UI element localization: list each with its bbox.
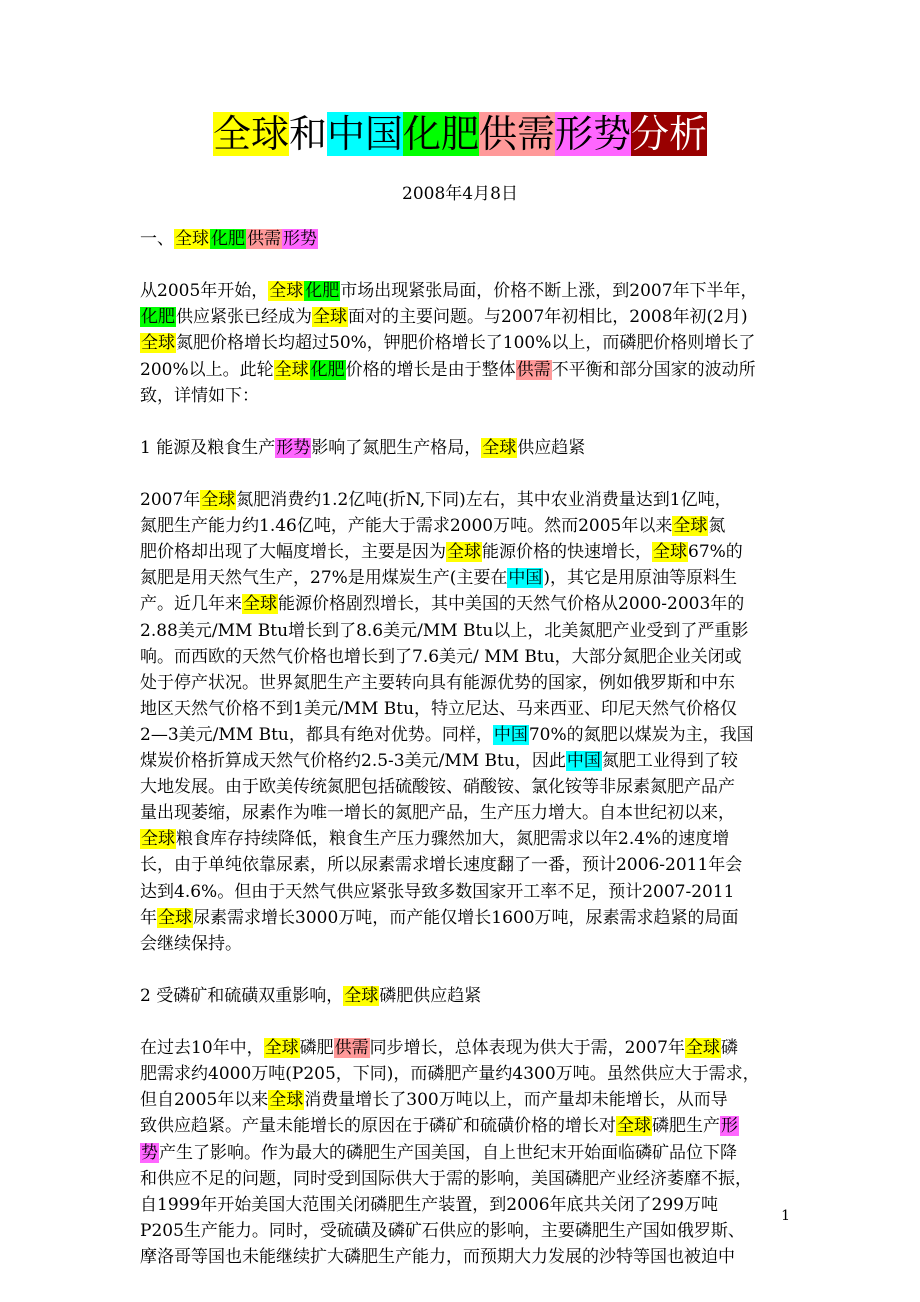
- text-run: 在过去10年中，: [140, 1038, 264, 1059]
- text-line: [140, 591, 744, 617]
- text-run: 量出现萎缩，尿素作为唯一增长的氮肥产品，生产压力增大。自本世纪初以来，: [140, 803, 735, 824]
- highlighted-term: 全球: [269, 1090, 304, 1111]
- text-line: [140, 1166, 752, 1192]
- text-line: [140, 357, 756, 383]
- text-run: 致，详情如下：: [140, 385, 259, 406]
- document-date: 2008年4月8日: [402, 184, 518, 204]
- highlighted-term: 全球: [243, 594, 277, 615]
- highlighted-term: 中国: [493, 724, 528, 745]
- highlighted-term: 全球: [175, 229, 209, 249]
- text-run: 2—3美元/MM Btu，都具有绝对优势。同样，: [140, 724, 493, 745]
- text-line: [140, 1035, 738, 1061]
- text-run: 磷肥: [299, 1038, 334, 1059]
- text-line: [140, 879, 734, 905]
- text-run: 消费量增长了300万吨以上，而产量却未能增长，从而导: [304, 1090, 728, 1111]
- text-line: [140, 1244, 735, 1270]
- page-number: 1: [781, 1208, 790, 1224]
- highlighted-term: 全球: [264, 1038, 299, 1059]
- title-segment: 化肥: [402, 112, 479, 156]
- highlighted-term: 全球: [313, 307, 347, 328]
- highlighted-term: 全球: [673, 516, 708, 537]
- text-line: [140, 278, 758, 304]
- highlighted-term: 全球: [447, 542, 481, 563]
- highlighted-term: 全球: [274, 359, 309, 380]
- text-run: 肥需求约4000万吨(P205，下同)，而磷肥产量约4300万吨。虽然供应大于需求，: [140, 1064, 760, 1085]
- text-run: 氮: [708, 516, 726, 537]
- text-line: [140, 330, 755, 356]
- text-run: 从2005年开始，: [140, 281, 269, 302]
- text-run: 氮肥工业得到了较: [601, 751, 738, 771]
- text-run: 磷: [720, 1038, 738, 1059]
- text-line: [140, 1218, 745, 1244]
- highlighted-term: 化肥: [211, 229, 245, 249]
- text-line: [140, 774, 735, 800]
- text-run: 氮肥生产能力约1.46亿吨，产能大于需求2000万吨。然而2005年以来: [140, 516, 673, 537]
- highlighted-term: 全球: [653, 542, 687, 563]
- text-line: [140, 539, 743, 565]
- text-line: [140, 226, 318, 252]
- text-line: [140, 722, 754, 748]
- text-run: 摩洛哥等国也未能继续扩大磷肥生产能力，而预期大力发展的沙特等国也被迫中: [140, 1246, 735, 1267]
- text-run: 致供应趋紧。产量未能增长的原因在于磷矿和硫磺价格的增长对: [140, 1116, 616, 1137]
- text-line: [140, 1192, 718, 1218]
- text-run: 产生了影响。作为最大的磷肥生产国美国，自上世纪末开始面临磷矿品位下降: [159, 1142, 737, 1163]
- highlighted-term: 形势: [283, 229, 317, 249]
- title-segment: 形势: [555, 112, 632, 156]
- highlighted-term: 全球: [201, 490, 236, 510]
- highlighted-term: 全球: [269, 281, 304, 302]
- text-run: 70%的氮肥以煤炭为主，我国: [528, 724, 754, 745]
- title-segment: 分析: [631, 112, 708, 156]
- text-run: 磷肥供应趋紧: [379, 985, 482, 1006]
- text-line: [140, 644, 742, 670]
- text-run: 67%的: [688, 542, 743, 563]
- highlighted-term: 化肥: [310, 359, 345, 380]
- text-run: 氮肥价格增长均超过50%，钾肥价格增长了100%以上，而磷肥价格则增长了: [176, 333, 756, 354]
- highlighted-term: 形: [721, 1116, 738, 1137]
- highlighted-term: 全球: [141, 829, 175, 850]
- text-line: [140, 565, 737, 591]
- highlighted-term: 势: [141, 1142, 158, 1163]
- text-run: 大地发展。由于欧美传统氮肥包括硫酸铵、硝酸铵、氯化铵等非尿素氮肥产品产: [140, 777, 735, 798]
- highlighted-term: 中国: [566, 751, 601, 771]
- highlighted-term: 供需: [516, 359, 551, 380]
- text-line: [140, 826, 729, 852]
- text-run: 能源价格剧烈增长，其中美国的天然气价格从2000-2003年的: [278, 594, 745, 615]
- text-run: 2007年: [140, 490, 201, 510]
- title-segment: 中国: [326, 112, 403, 156]
- highlighted-term: 全球: [141, 333, 175, 354]
- text-run: 一、: [140, 229, 174, 249]
- text-line: [140, 1087, 728, 1113]
- text-run: 供应紧张已经成为: [176, 307, 312, 328]
- text-line: [140, 905, 739, 931]
- text-run: 尿素需求增长3000万吨，而产能仅增长1600万吨，尿素需求趋紧的局面: [193, 907, 739, 928]
- text-run: 和供应不足的问题，同时受到国际供大于需的影响，美国磷肥产业经济萎靡不振，: [140, 1168, 752, 1189]
- text-run: 肥价格却出现了大幅度增长，主要是因为: [140, 542, 446, 563]
- highlighted-term: 全球: [617, 1116, 651, 1137]
- text-run: 影响了氮肥生产格局，: [311, 437, 482, 458]
- text-line: [140, 618, 748, 644]
- text-run: 年: [140, 907, 157, 928]
- text-run: 达到4.6%。但由于天然气供应紧张导致多数国家开工率不足，预计2007-2011: [140, 881, 735, 902]
- title-segment: 和: [288, 112, 327, 156]
- text-line: [140, 1140, 737, 1166]
- text-run: 煤炭价格折算成天然气价格约2.5-3美元/MM Btu，因此: [140, 751, 566, 771]
- highlighted-term: 全球: [482, 437, 517, 458]
- text-run: 氮肥消费约1.2亿吨(折N,下同)左右，其中农业消费量达到1亿吨，: [236, 490, 732, 510]
- text-line: [140, 304, 748, 330]
- highlighted-term: 全球: [685, 1038, 720, 1059]
- text-line: [140, 1061, 760, 1087]
- highlighted-term: 全球: [344, 985, 379, 1006]
- text-run: 供应趋紧: [517, 437, 586, 458]
- highlighted-term: 化肥: [141, 307, 175, 328]
- text-run: 氮肥是用天然气生产，27%是用煤炭生产(主要在: [140, 568, 508, 589]
- text-line: [140, 852, 742, 878]
- highlighted-term: 中国: [508, 568, 543, 589]
- highlighted-term: 化肥: [305, 281, 340, 302]
- title-segment: 全球: [212, 112, 289, 156]
- text-line: [140, 696, 737, 722]
- text-line: [140, 931, 242, 957]
- text-line: [140, 383, 259, 409]
- text-line: [140, 1113, 739, 1139]
- text-run: 地区天然气价格不到1美元/MM Btu，特立尼达、马来西亚、印尼天然气价格仅: [140, 698, 738, 719]
- text-run: 价格的增长是由于整体: [345, 359, 516, 380]
- text-run: 2.88美元/MM Btu增长到了8.6美元/MM Btu以上，北美氮肥产业受到了严重影: [140, 620, 749, 641]
- highlighted-term: 形势: [276, 437, 311, 458]
- text-run: 响。而西欧的天然气价格也增长到了7.6美元/ MM Btu，大部分氮肥企业关闭或: [140, 646, 742, 667]
- text-line: [140, 748, 738, 774]
- text-run: 处于停产状况。世界氮肥生产主要转向具有能源优势的国家，例如俄罗斯和中东: [140, 672, 735, 693]
- text-line: [140, 670, 735, 696]
- text-run: 磷肥生产: [652, 1116, 720, 1137]
- text-line: [140, 513, 725, 539]
- text-run: 200%以上。此轮: [140, 359, 274, 380]
- text-line: [140, 983, 481, 1009]
- text-run: 不平衡和部分国家的波动所: [551, 359, 756, 380]
- text-line: [140, 487, 732, 513]
- text-run: 市场出现紧张局面，价格不断上涨，到2007年下半年，: [340, 281, 758, 302]
- text-run: 会继续保持。: [140, 933, 242, 954]
- title-segment: 供需: [479, 112, 556, 156]
- text-run: 2 受磷矿和硫磺双重影响，: [140, 985, 344, 1006]
- text-run: 产。近几年来: [140, 594, 242, 615]
- highlighted-term: 供需: [247, 229, 281, 249]
- text-run: 长，由于单纯依靠尿素，所以尿素需求增长速度翻了一番，预计2006-2011年会: [140, 855, 743, 876]
- highlighted-term: 全球: [158, 907, 192, 928]
- text-run: 同步增长，总体表现为供大于需，2007年: [369, 1038, 685, 1059]
- text-line: [140, 435, 585, 461]
- text-run: 但自2005年以来: [140, 1090, 269, 1111]
- text-run: 能源价格的快速增长，: [482, 542, 652, 563]
- text-run: 面对的主要问题。与2007年初相比，2008年初(2月): [348, 307, 748, 328]
- text-run: 自1999年开始美国大范围关闭磷肥生产装置，到2006年底共关闭了299万吨: [140, 1194, 718, 1215]
- highlighted-term: 供需: [334, 1038, 369, 1059]
- text-run: 粮食库存持续降低，粮食生产压力骤然加大，氮肥需求以年2.4%的速度增: [176, 829, 730, 850]
- text-run: )，其它是用原油等原料生: [543, 568, 738, 589]
- text-run: P205生产能力。同时，受硫磺及磷矿石供应的影响，主要磷肥生产国如俄罗斯、: [140, 1220, 745, 1241]
- document-title: [0, 108, 920, 160]
- text-run: 1 能源及粮食生产: [140, 437, 276, 458]
- text-line: [140, 800, 735, 826]
